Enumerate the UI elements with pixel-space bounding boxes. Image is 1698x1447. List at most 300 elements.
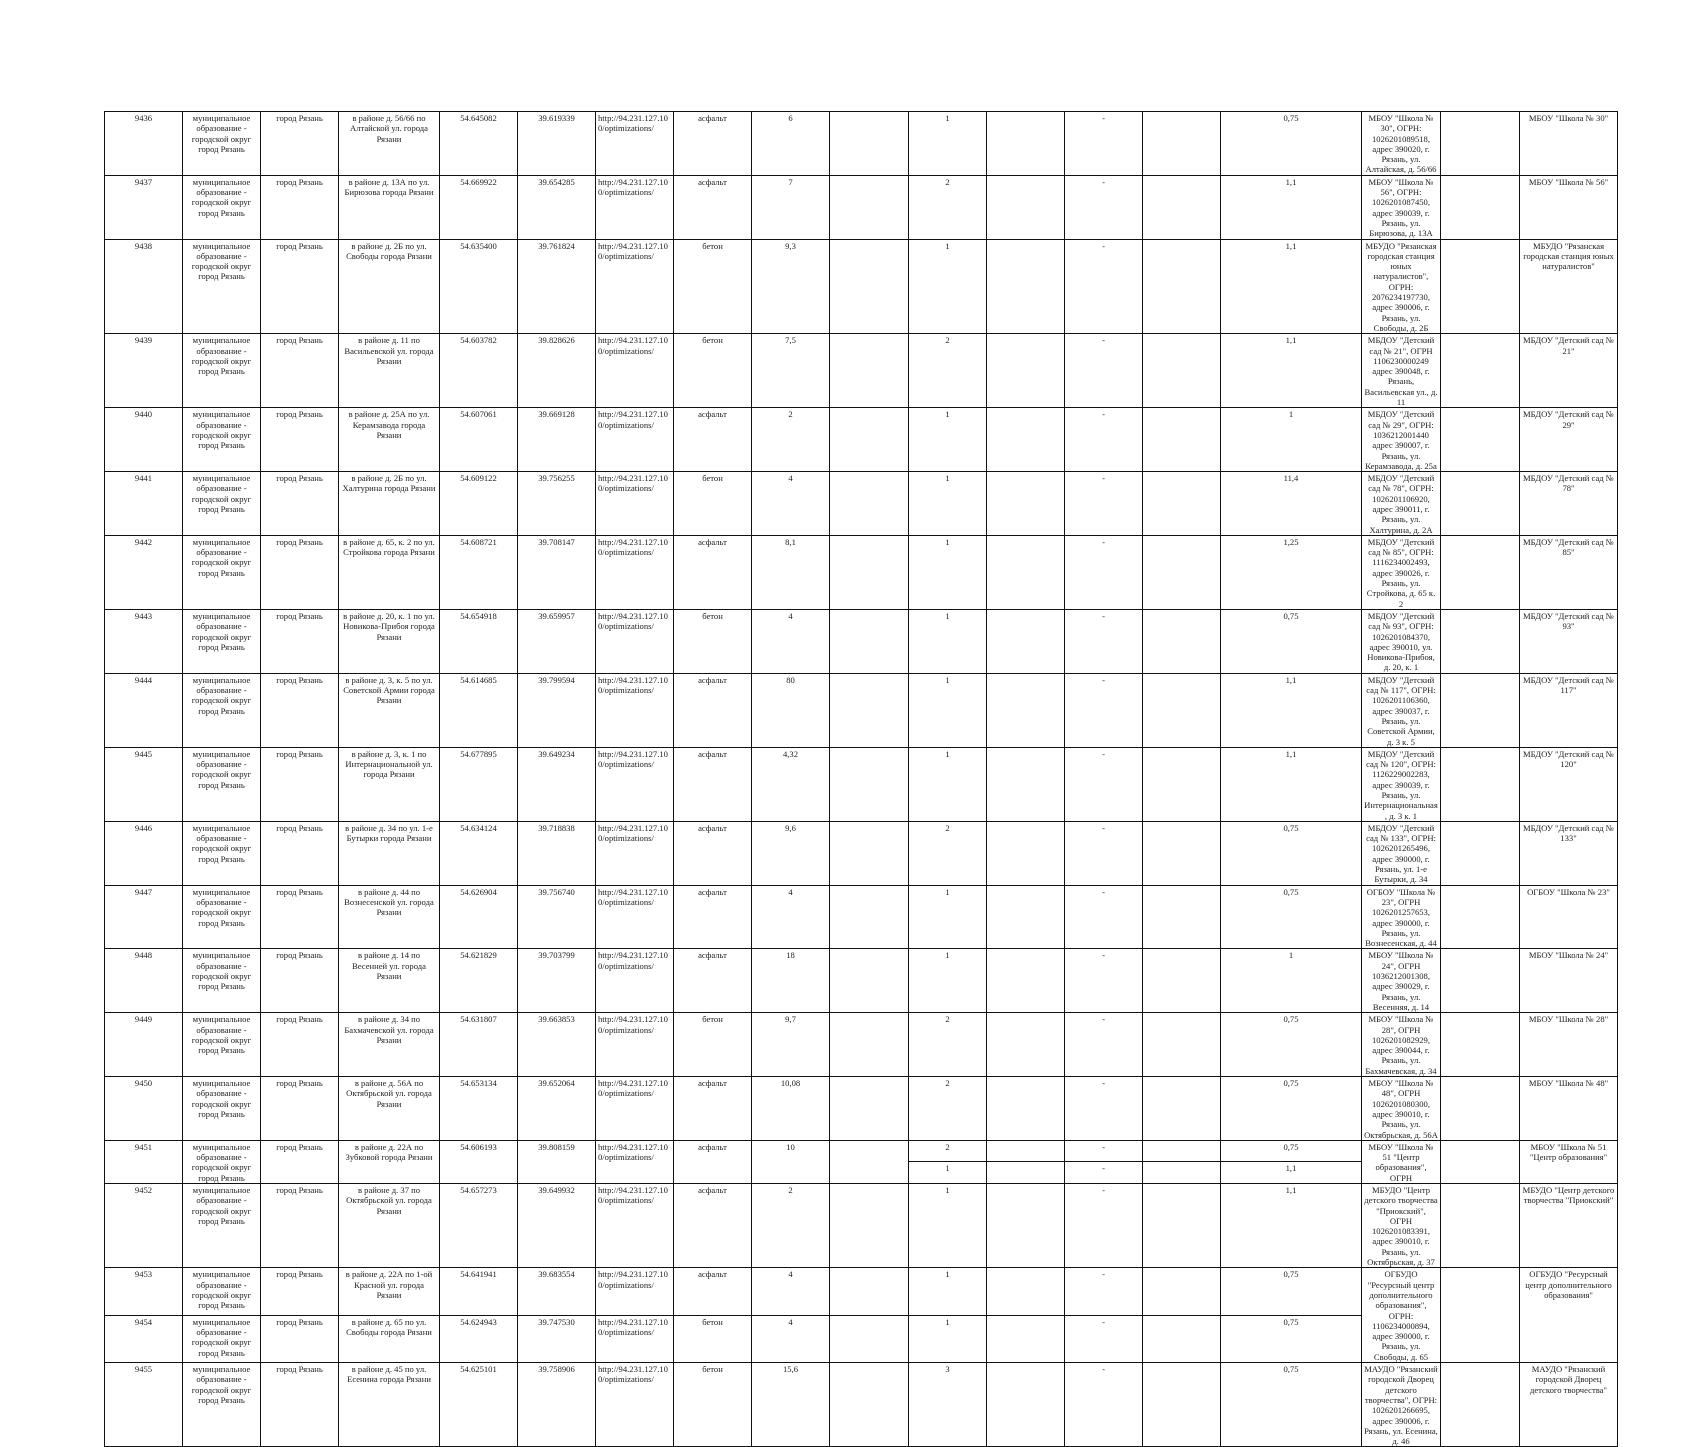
- empty-cell: [1441, 1140, 1520, 1183]
- table-row: [105, 949, 1618, 1013]
- surface-cell: бетон: [674, 239, 752, 334]
- municipality-cell: муниципальное образование - городской округ город Рязань: [183, 334, 261, 408]
- table-row: [105, 334, 1618, 408]
- table-row: [105, 885, 1618, 949]
- empty-cell: [1143, 472, 1221, 536]
- waste-source-cell: МБДОУ "Детский сад № 78": [1520, 472, 1618, 536]
- empty-cell: [987, 1183, 1065, 1267]
- surface-cell: бетон: [674, 334, 752, 408]
- longitude-cell: 39.808159: [518, 1140, 596, 1183]
- empty-cell: [987, 112, 1065, 176]
- empty-cell: [987, 1162, 1065, 1184]
- empty-cell: [1441, 1013, 1520, 1077]
- address-cell: в районе д. 44 по Вознесенской ул. города Рязани: [339, 885, 440, 949]
- empty-cell: [830, 1077, 909, 1141]
- volume-cell: 1,1: [1221, 239, 1362, 334]
- empty-cell: [987, 1013, 1065, 1077]
- address-cell: в районе д. 34 по Бахмачевской ул. города Рязани: [339, 1013, 440, 1077]
- empty-cell: [1143, 1162, 1221, 1184]
- address-cell: в районе д. 2Б по ул. Свободы города Рязани: [339, 239, 440, 334]
- settlement-cell: город Рязань: [261, 609, 339, 673]
- table-row: [105, 1363, 1618, 1447]
- container-count-cell: 3: [909, 1363, 987, 1447]
- url-cell: http://94.231.127.100/optimizations/: [596, 1363, 674, 1447]
- dash-cell: -: [1065, 949, 1143, 1013]
- table-row: [105, 408, 1618, 472]
- volume-cell: 1,1: [1221, 334, 1362, 408]
- waste-sites-registry-table: [104, 111, 1618, 1447]
- address-cell: в районе д. 2Б по ул. Халтурина города Рязани: [339, 472, 440, 536]
- empty-cell: [830, 949, 909, 1013]
- surface-cell: асфальт: [674, 747, 752, 821]
- container-count-cell: 1: [909, 673, 987, 747]
- empty-cell: [1143, 747, 1221, 821]
- dash-cell: -: [1065, 1315, 1143, 1362]
- table-row: [105, 472, 1618, 536]
- surface-cell: бетон: [674, 1013, 752, 1077]
- empty-cell: [1441, 535, 1520, 609]
- longitude-cell: 39.761824: [518, 239, 596, 334]
- container-count-cell: 1: [909, 949, 987, 1013]
- settlement-cell: город Рязань: [261, 334, 339, 408]
- empty-cell: [1143, 1268, 1221, 1315]
- longitude-cell: 39.683554: [518, 1268, 596, 1315]
- volume-cell: 0,75: [1221, 112, 1362, 176]
- area-cell: 80: [752, 673, 830, 747]
- surface-cell: асфальт: [674, 175, 752, 239]
- url-cell: http://94.231.127.100/optimizations/: [596, 949, 674, 1013]
- area-cell: 15,6: [752, 1363, 830, 1447]
- municipality-cell: муниципальное образование - городской округ город Рязань: [183, 673, 261, 747]
- container-count-cell: 2: [909, 334, 987, 408]
- latitude-cell: 54.607061: [440, 408, 518, 472]
- dash-cell: -: [1065, 1162, 1143, 1184]
- longitude-cell: 39.703799: [518, 949, 596, 1013]
- surface-cell: асфальт: [674, 949, 752, 1013]
- table-row: [105, 1013, 1618, 1077]
- volume-cell: 1,1: [1221, 1183, 1362, 1267]
- longitude-cell: 39.652064: [518, 1077, 596, 1141]
- empty-cell: [987, 334, 1065, 408]
- url-cell: http://94.231.127.100/optimizations/: [596, 1140, 674, 1183]
- settlement-cell: город Рязань: [261, 821, 339, 885]
- owner-org-cell: МБОУ "Школа № 28", ОГРН 1026201082929, адрес 390044, г. Рязань, ул. Бахмачевская, д. 34: [1362, 1013, 1441, 1077]
- empty-cell: [1143, 535, 1221, 609]
- area-cell: 4: [752, 609, 830, 673]
- table-row: [105, 535, 1618, 609]
- container-count-cell: 1: [909, 1268, 987, 1315]
- url-cell: http://94.231.127.100/optimizations/: [596, 821, 674, 885]
- waste-source-cell: МБДОУ "Детский сад № 133": [1520, 821, 1618, 885]
- owner-org-cell: МБДОУ "Детский сад № 120", ОГРН: 1126229002283, адрес 390039, г. Рязань, ул. Интернациональная, д. 3 к. 1: [1362, 747, 1441, 821]
- url-cell: http://94.231.127.100/optimizations/: [596, 112, 674, 176]
- latitude-cell: 54.635400: [440, 239, 518, 334]
- volume-cell: 1,1: [1221, 1162, 1362, 1184]
- row-number: 9447: [105, 885, 183, 949]
- latitude-cell: 54.657273: [440, 1183, 518, 1267]
- longitude-cell: 39.619339: [518, 112, 596, 176]
- empty-cell: [830, 673, 909, 747]
- empty-cell: [987, 175, 1065, 239]
- table-row: [105, 112, 1618, 176]
- dash-cell: -: [1065, 239, 1143, 334]
- empty-cell: [1143, 1013, 1221, 1077]
- dash-cell: -: [1065, 1363, 1143, 1447]
- area-cell: 2: [752, 408, 830, 472]
- volume-cell: 1: [1221, 949, 1362, 1013]
- latitude-cell: 54.624943: [440, 1315, 518, 1362]
- longitude-cell: 39.747530: [518, 1315, 596, 1362]
- area-cell: 4: [752, 1315, 830, 1362]
- url-cell: http://94.231.127.100/optimizations/: [596, 747, 674, 821]
- owner-org-cell: МБДОУ "Детский сад № 21", ОГРН 1106230000249 адрес 390048, г. Рязань, Васильевская ул., д. 11: [1362, 334, 1441, 408]
- container-count-cell: 1: [909, 747, 987, 821]
- url-cell: http://94.231.127.100/optimizations/: [596, 609, 674, 673]
- volume-cell: 0,75: [1221, 1013, 1362, 1077]
- empty-cell: [987, 673, 1065, 747]
- empty-cell: [1441, 949, 1520, 1013]
- municipality-cell: муниципальное образование - городской округ город Рязань: [183, 472, 261, 536]
- owner-org-cell: ОГБОУ "Школа № 23", ОГРН 1026201257653, адрес 390000, г. Рязань, ул. Вознесенская, д. 44: [1362, 885, 1441, 949]
- waste-source-cell: ОГБОУ "Школа № 23": [1520, 885, 1618, 949]
- area-cell: 4: [752, 885, 830, 949]
- municipality-cell: муниципальное образование - городской округ город Рязань: [183, 1013, 261, 1077]
- municipality-cell: муниципальное образование - городской округ город Рязань: [183, 1363, 261, 1447]
- empty-cell: [1143, 1077, 1221, 1141]
- area-cell: 9,6: [752, 821, 830, 885]
- latitude-cell: 54.603782: [440, 334, 518, 408]
- address-cell: в районе д. 3, к. 5 по ул. Советской Армии города Рязани: [339, 673, 440, 747]
- municipality-cell: муниципальное образование - городской округ город Рязань: [183, 1268, 261, 1315]
- settlement-cell: город Рязань: [261, 472, 339, 536]
- empty-cell: [987, 949, 1065, 1013]
- url-cell: http://94.231.127.100/optimizations/: [596, 535, 674, 609]
- url-cell: http://94.231.127.100/optimizations/: [596, 1315, 674, 1362]
- owner-org-cell: МБДОУ "Детский сад № 85", ОГРН: 1116234002493, адрес 390026, г. Рязань, ул. Стройкова, д. 65 к. 2: [1362, 535, 1441, 609]
- settlement-cell: город Рязань: [261, 535, 339, 609]
- surface-cell: асфальт: [674, 535, 752, 609]
- surface-cell: асфальт: [674, 1077, 752, 1141]
- area-cell: 9,7: [752, 1013, 830, 1077]
- owner-org-cell: МБОУ "Школа № 24", ОГРН 1036212001308, адрес 390029, г. Рязань, ул. Весенняя, д. 14: [1362, 949, 1441, 1013]
- dash-cell: -: [1065, 408, 1143, 472]
- empty-cell: [830, 1140, 909, 1183]
- settlement-cell: город Рязань: [261, 1140, 339, 1183]
- dash-cell: -: [1065, 112, 1143, 176]
- empty-cell: [1143, 609, 1221, 673]
- surface-cell: асфальт: [674, 1183, 752, 1267]
- longitude-cell: 39.758906: [518, 1363, 596, 1447]
- surface-cell: асфальт: [674, 1268, 752, 1315]
- empty-cell: [987, 821, 1065, 885]
- address-cell: в районе д. 37 по Октябрьской ул. города Рязани: [339, 1183, 440, 1267]
- registry-rows: [105, 112, 1618, 1447]
- owner-org-cell: ОГБУДО "Ресурсный центр дополнительного образования", ОГРН: 1106234000894, адрес 390000, г. Рязань, ул. Свободы, д. 65: [1362, 1268, 1441, 1363]
- empty-cell: [830, 175, 909, 239]
- surface-cell: бетон: [674, 609, 752, 673]
- address-cell: в районе д. 14 по Весенней ул. города Рязани: [339, 949, 440, 1013]
- waste-source-cell: МБОУ "Школа № 48": [1520, 1077, 1618, 1141]
- latitude-cell: 54.626904: [440, 885, 518, 949]
- empty-cell: [1441, 175, 1520, 239]
- longitude-cell: 39.663853: [518, 1013, 596, 1077]
- latitude-cell: 54.634124: [440, 821, 518, 885]
- area-cell: 10,08: [752, 1077, 830, 1141]
- waste-source-cell: МБДОУ "Детский сад № 93": [1520, 609, 1618, 673]
- empty-cell: [987, 885, 1065, 949]
- settlement-cell: город Рязань: [261, 1315, 339, 1362]
- volume-cell: 1: [1221, 408, 1362, 472]
- dash-cell: -: [1065, 175, 1143, 239]
- owner-org-cell: МБОУ "Школа № 51 "Центр образования", ОГРН: [1362, 1140, 1441, 1183]
- row-number: 9444: [105, 673, 183, 747]
- container-count-cell: 1: [909, 1315, 987, 1362]
- longitude-cell: 39.828626: [518, 334, 596, 408]
- empty-cell: [830, 747, 909, 821]
- surface-cell: бетон: [674, 1315, 752, 1362]
- area-cell: 7: [752, 175, 830, 239]
- latitude-cell: 54.606193: [440, 1140, 518, 1183]
- volume-cell: 0,75: [1221, 821, 1362, 885]
- address-cell: в районе д. 56А по Октябрьской ул. города Рязани: [339, 1077, 440, 1141]
- empty-cell: [1143, 175, 1221, 239]
- volume-cell: 0,75: [1221, 1077, 1362, 1141]
- municipality-cell: муниципальное образование - городской округ город Рязань: [183, 112, 261, 176]
- municipality-cell: муниципальное образование - городской округ город Рязань: [183, 1315, 261, 1362]
- table-row: [105, 821, 1618, 885]
- area-cell: 9,3: [752, 239, 830, 334]
- row-number: 9451: [105, 1140, 183, 1183]
- empty-cell: [1441, 334, 1520, 408]
- settlement-cell: город Рязань: [261, 673, 339, 747]
- container-count-cell: 2: [909, 1140, 987, 1162]
- address-cell: в районе д. 13А по ул. Бирюзова города Рязани: [339, 175, 440, 239]
- address-cell: в районе д. 11 по Васильевской ул. города Рязани: [339, 334, 440, 408]
- empty-cell: [1143, 949, 1221, 1013]
- latitude-cell: 54.654918: [440, 609, 518, 673]
- url-cell: http://94.231.127.100/optimizations/: [596, 239, 674, 334]
- waste-source-cell: МБОУ "Школа № 51 "Центр образования": [1520, 1140, 1618, 1183]
- longitude-cell: 39.649932: [518, 1183, 596, 1267]
- dash-cell: -: [1065, 472, 1143, 536]
- area-cell: 4: [752, 1268, 830, 1315]
- longitude-cell: 39.708147: [518, 535, 596, 609]
- empty-cell: [1441, 1363, 1520, 1447]
- settlement-cell: город Рязань: [261, 1077, 339, 1141]
- table-row: [105, 609, 1618, 673]
- volume-cell: 1,1: [1221, 673, 1362, 747]
- table-row: [105, 1140, 1618, 1162]
- area-cell: 2: [752, 1183, 830, 1267]
- latitude-cell: 54.621829: [440, 949, 518, 1013]
- dash-cell: -: [1065, 747, 1143, 821]
- longitude-cell: 39.756740: [518, 885, 596, 949]
- row-number: 9445: [105, 747, 183, 821]
- empty-cell: [830, 1183, 909, 1267]
- empty-cell: [1143, 1363, 1221, 1447]
- owner-org-cell: МБДОУ "Детский сад № 78", ОГРН: 1026201106920, адрес 390011, г. Рязань, ул. Халтурина, д. 2А: [1362, 472, 1441, 536]
- dash-cell: -: [1065, 1140, 1143, 1162]
- empty-cell: [1441, 1183, 1520, 1267]
- owner-org-cell: МБДОУ "Детский сад № 133", ОГРН: 1026201265496, адрес 390000, г. Рязань, ул. 1-е Бутырки, д. 34: [1362, 821, 1441, 885]
- table-row: [105, 1268, 1618, 1315]
- table-row: [105, 239, 1618, 334]
- empty-cell: [1441, 747, 1520, 821]
- municipality-cell: муниципальное образование - городской округ город Рязань: [183, 175, 261, 239]
- empty-cell: [987, 472, 1065, 536]
- waste-source-cell: МБОУ "Школа № 28": [1520, 1013, 1618, 1077]
- container-count-cell: 1: [909, 112, 987, 176]
- surface-cell: бетон: [674, 472, 752, 536]
- dash-cell: -: [1065, 609, 1143, 673]
- row-number: 9437: [105, 175, 183, 239]
- url-cell: http://94.231.127.100/optimizations/: [596, 334, 674, 408]
- row-number: 9448: [105, 949, 183, 1013]
- container-count-cell: 1: [909, 609, 987, 673]
- dash-cell: -: [1065, 334, 1143, 408]
- area-cell: 18: [752, 949, 830, 1013]
- settlement-cell: город Рязань: [261, 112, 339, 176]
- empty-cell: [830, 239, 909, 334]
- url-cell: http://94.231.127.100/optimizations/: [596, 1268, 674, 1315]
- latitude-cell: 54.614685: [440, 673, 518, 747]
- url-cell: http://94.231.127.100/optimizations/: [596, 673, 674, 747]
- container-count-cell: 1: [909, 472, 987, 536]
- empty-cell: [1441, 408, 1520, 472]
- empty-cell: [830, 535, 909, 609]
- empty-cell: [1143, 239, 1221, 334]
- container-count-cell: 2: [909, 1013, 987, 1077]
- municipality-cell: муниципальное образование - городской округ город Рязань: [183, 408, 261, 472]
- address-cell: в районе д. 65 по ул. Свободы города Рязани: [339, 1315, 440, 1362]
- latitude-cell: 54.677895: [440, 747, 518, 821]
- url-cell: http://94.231.127.100/optimizations/: [596, 408, 674, 472]
- empty-cell: [1441, 609, 1520, 673]
- empty-cell: [987, 408, 1065, 472]
- owner-org-cell: МБУДО "Рязанская городская станция юных натуралистов", ОГРН: 2076234197730, адрес 390006, г. Рязань, ул. Свободы, д. 2Б: [1362, 239, 1441, 334]
- dash-cell: -: [1065, 1268, 1143, 1315]
- url-cell: http://94.231.127.100/optimizations/: [596, 1013, 674, 1077]
- empty-cell: [1143, 885, 1221, 949]
- area-cell: 10: [752, 1140, 830, 1183]
- empty-cell: [987, 747, 1065, 821]
- table-row: [105, 1183, 1618, 1267]
- settlement-cell: город Рязань: [261, 408, 339, 472]
- surface-cell: асфальт: [674, 673, 752, 747]
- area-cell: 4: [752, 472, 830, 536]
- surface-cell: асфальт: [674, 112, 752, 176]
- url-cell: http://94.231.127.100/optimizations/: [596, 1077, 674, 1141]
- municipality-cell: муниципальное образование - городской округ город Рязань: [183, 609, 261, 673]
- empty-cell: [1143, 1183, 1221, 1267]
- address-cell: в районе д. 22А по Зубковой города Рязани: [339, 1140, 440, 1183]
- url-cell: http://94.231.127.100/optimizations/: [596, 1183, 674, 1267]
- latitude-cell: 54.645082: [440, 112, 518, 176]
- empty-cell: [987, 535, 1065, 609]
- latitude-cell: 54.653134: [440, 1077, 518, 1141]
- waste-source-cell: МБОУ "Школа № 30": [1520, 112, 1618, 176]
- municipality-cell: муниципальное образование - городской округ город Рязань: [183, 1077, 261, 1141]
- waste-source-cell: МБДОУ "Детский сад № 21": [1520, 334, 1618, 408]
- municipality-cell: муниципальное образование - городской округ город Рязань: [183, 1183, 261, 1267]
- surface-cell: асфальт: [674, 885, 752, 949]
- settlement-cell: город Рязань: [261, 885, 339, 949]
- waste-source-cell: МБДОУ "Детский сад № 117": [1520, 673, 1618, 747]
- container-count-cell: 2: [909, 821, 987, 885]
- empty-cell: [987, 1077, 1065, 1141]
- empty-cell: [830, 1268, 909, 1315]
- owner-org-cell: МБУДО "Центр детского творчества "Приокский", ОГРН 1026201083391, адрес 390010, г. Рязань, ул. Октябрьская, д. 37: [1362, 1183, 1441, 1267]
- latitude-cell: 54.608721: [440, 535, 518, 609]
- latitude-cell: 54.625101: [440, 1363, 518, 1447]
- container-count-cell: 2: [909, 175, 987, 239]
- dash-cell: -: [1065, 535, 1143, 609]
- container-count-cell: 1: [909, 239, 987, 334]
- row-number: 9439: [105, 334, 183, 408]
- area-cell: 4,32: [752, 747, 830, 821]
- empty-cell: [1143, 673, 1221, 747]
- longitude-cell: 39.659957: [518, 609, 596, 673]
- volume-cell: 0,75: [1221, 609, 1362, 673]
- row-number: 9450: [105, 1077, 183, 1141]
- row-number: 9436: [105, 112, 183, 176]
- empty-cell: [1441, 1268, 1520, 1363]
- row-number: 9449: [105, 1013, 183, 1077]
- longitude-cell: 39.718838: [518, 821, 596, 885]
- waste-source-cell: МБДОУ "Детский сад № 85": [1520, 535, 1618, 609]
- empty-cell: [830, 472, 909, 536]
- settlement-cell: город Рязань: [261, 1268, 339, 1315]
- dash-cell: -: [1065, 885, 1143, 949]
- address-cell: в районе д. 20, к. 1 по ул. Новикова-Прибоя города Рязани: [339, 609, 440, 673]
- empty-cell: [1143, 1140, 1221, 1162]
- longitude-cell: 39.799594: [518, 673, 596, 747]
- row-number: 9441: [105, 472, 183, 536]
- surface-cell: бетон: [674, 1363, 752, 1447]
- empty-cell: [987, 609, 1065, 673]
- volume-cell: 0,75: [1221, 885, 1362, 949]
- address-cell: в районе д. 65, к. 2 по ул. Стройкова города Рязани: [339, 535, 440, 609]
- settlement-cell: город Рязань: [261, 1013, 339, 1077]
- owner-org-cell: МБОУ "Школа № 30", ОГРН: 1026201089518, адрес 390020, г. Рязань, ул. Алтайская, д. 56/66: [1362, 112, 1441, 176]
- volume-cell: 0,75: [1221, 1268, 1362, 1315]
- container-count-cell: 1: [909, 535, 987, 609]
- row-number: 9440: [105, 408, 183, 472]
- longitude-cell: 39.669128: [518, 408, 596, 472]
- table-row: [105, 747, 1618, 821]
- address-cell: в районе д. 22А по 1-ой Красной ул. города Рязани: [339, 1268, 440, 1315]
- surface-cell: асфальт: [674, 821, 752, 885]
- empty-cell: [1441, 673, 1520, 747]
- address-cell: в районе д. 45 по ул. Есенина города Рязани: [339, 1363, 440, 1447]
- empty-cell: [1441, 821, 1520, 885]
- empty-cell: [1143, 821, 1221, 885]
- waste-source-cell: МБДОУ "Детский сад № 29": [1520, 408, 1618, 472]
- empty-cell: [830, 609, 909, 673]
- dash-cell: -: [1065, 1013, 1143, 1077]
- settlement-cell: город Рязань: [261, 239, 339, 334]
- longitude-cell: 39.654285: [518, 175, 596, 239]
- settlement-cell: город Рязань: [261, 949, 339, 1013]
- owner-org-cell: МБОУ "Школа № 56", ОГРН: 1026201087450, адрес 390039, г. Рязань, ул. Бирюзова, д. 13А: [1362, 175, 1441, 239]
- municipality-cell: муниципальное образование - городской округ город Рязань: [183, 239, 261, 334]
- row-number: 9443: [105, 609, 183, 673]
- volume-cell: 1,25: [1221, 535, 1362, 609]
- owner-org-cell: МБДОУ "Детский сад № 93", ОГРН: 1026201084370, адрес 390010, ул. Новикова-Прибоя, д. 20, к. 1: [1362, 609, 1441, 673]
- latitude-cell: 54.669922: [440, 175, 518, 239]
- empty-cell: [830, 408, 909, 472]
- empty-cell: [1143, 112, 1221, 176]
